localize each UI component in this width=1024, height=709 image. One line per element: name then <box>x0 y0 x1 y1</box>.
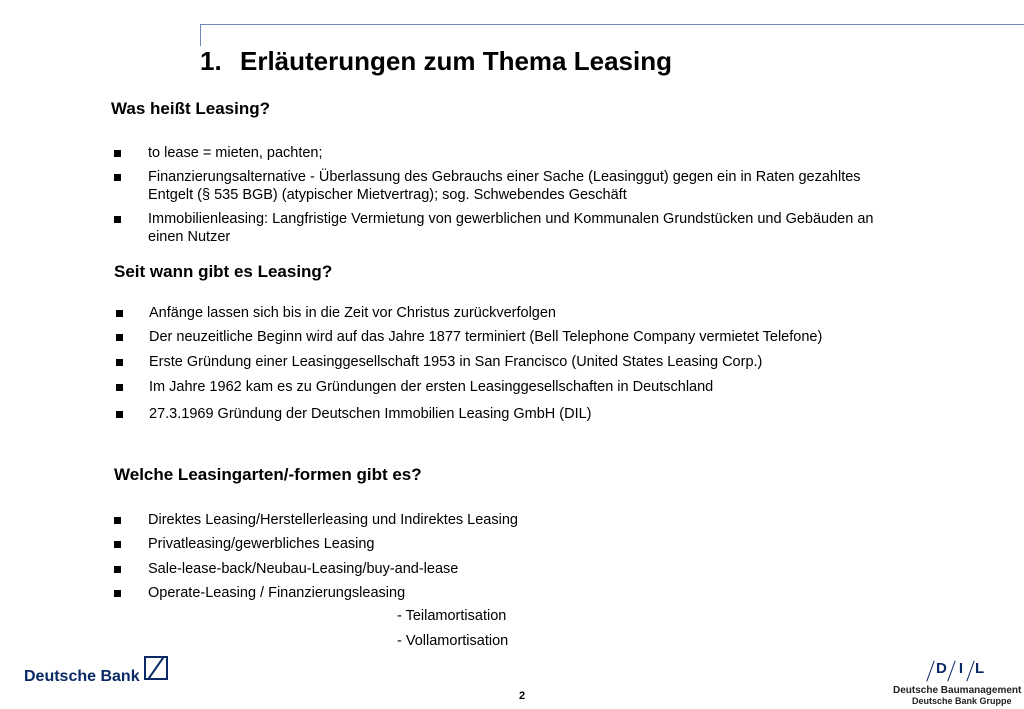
list-item-text: Direktes Leasing/Herstellerleasing und Indirektes Leasing <box>148 512 518 528</box>
bullet-icon <box>116 310 123 317</box>
list-item-text: Operate-Leasing / Finanzierungsleasing <box>148 585 406 601</box>
section-heading-welche: Welche Leasingarten/-formen gibt es? <box>114 465 422 484</box>
dil-logo-slash-icon <box>926 660 934 681</box>
dil-group-name: Deutsche Bank Gruppe <box>912 696 1012 706</box>
list-item-text: Entgelt (§ 535 BGB) (atypischer Mietvertrag); sog. Schwebendes Geschäft <box>148 187 627 203</box>
bullet-icon <box>116 384 123 391</box>
list-item-text: Im Jahre 1962 kam es zu Gründungen der ersten Leasinggesellschaften in Deutschland <box>149 379 714 395</box>
list-item-text: Der neuzeitliche Beginn wird auf das Jahre 1877 terminiert (Bell Telephone Company vermietet Telefone) <box>149 329 823 345</box>
title-number: 1. <box>200 46 222 76</box>
section-heading-seit: Seit wann gibt es Leasing? <box>114 262 333 281</box>
list-item-text: Privatleasing/gewerbliches Leasing <box>148 536 375 552</box>
list-item-text: 27.3.1969 Gründung der Deutschen Immobilien Leasing GmbH (DIL) <box>149 406 592 422</box>
list-item-text: Sale-lease-back/Neubau-Leasing/buy-and-lease <box>148 561 459 577</box>
list-item-text: to lease = mieten, pachten; <box>148 145 323 161</box>
bullet-icon <box>114 150 121 157</box>
dil-logo-letters: DIL <box>936 660 997 677</box>
section-heading-was: Was heißt Leasing? <box>111 99 271 118</box>
bullet-icon <box>116 411 123 418</box>
bullet-icon <box>114 216 121 223</box>
header-rule-vertical <box>200 24 201 46</box>
bullet-icon <box>114 541 121 548</box>
bullet-icon <box>114 517 121 524</box>
bullet-icon <box>116 359 123 366</box>
sub-item-teilamortisation: - Teilamortisation <box>397 608 507 624</box>
page-number: 2 <box>519 690 526 702</box>
list-item-text: Erste Gründung einer Leasinggesellschaft 1953 in San Francisco (United States Leasing Corp.) <box>149 354 763 370</box>
list-item-text: Anfänge lassen sich bis in die Zeit vor Christus zurückverfolgen <box>149 305 556 321</box>
list-item-text: Immobilienleasing: Langfristige Vermietung von gewerblichen und Kommunalen Grundstücken und Gebäuden an <box>148 211 874 227</box>
bullet-icon <box>114 174 121 181</box>
bullet-icon <box>114 590 121 597</box>
list-item-text: einen Nutzer <box>148 229 231 245</box>
page-title <box>200 46 672 77</box>
dil-company-name: Deutsche Baumanagement <box>893 685 1022 696</box>
bullet-icon <box>116 334 123 341</box>
header-rule <box>200 24 1024 25</box>
dil-logo <box>924 660 997 682</box>
deutsche-bank-logo-text: Deutsche Bank <box>24 668 140 685</box>
title-text: Erläuterungen zum Thema Leasing <box>240 46 672 76</box>
bullet-icon <box>114 566 121 573</box>
list-item-text: Finanzierungsalternative - Überlassung des Gebrauchs einer Sache (Leasinggut) gegen ein in Raten gezahltes <box>148 169 861 185</box>
sub-item-vollamortisation: - Vollamortisation <box>397 633 509 649</box>
deutsche-bank-logo-icon <box>144 656 168 680</box>
